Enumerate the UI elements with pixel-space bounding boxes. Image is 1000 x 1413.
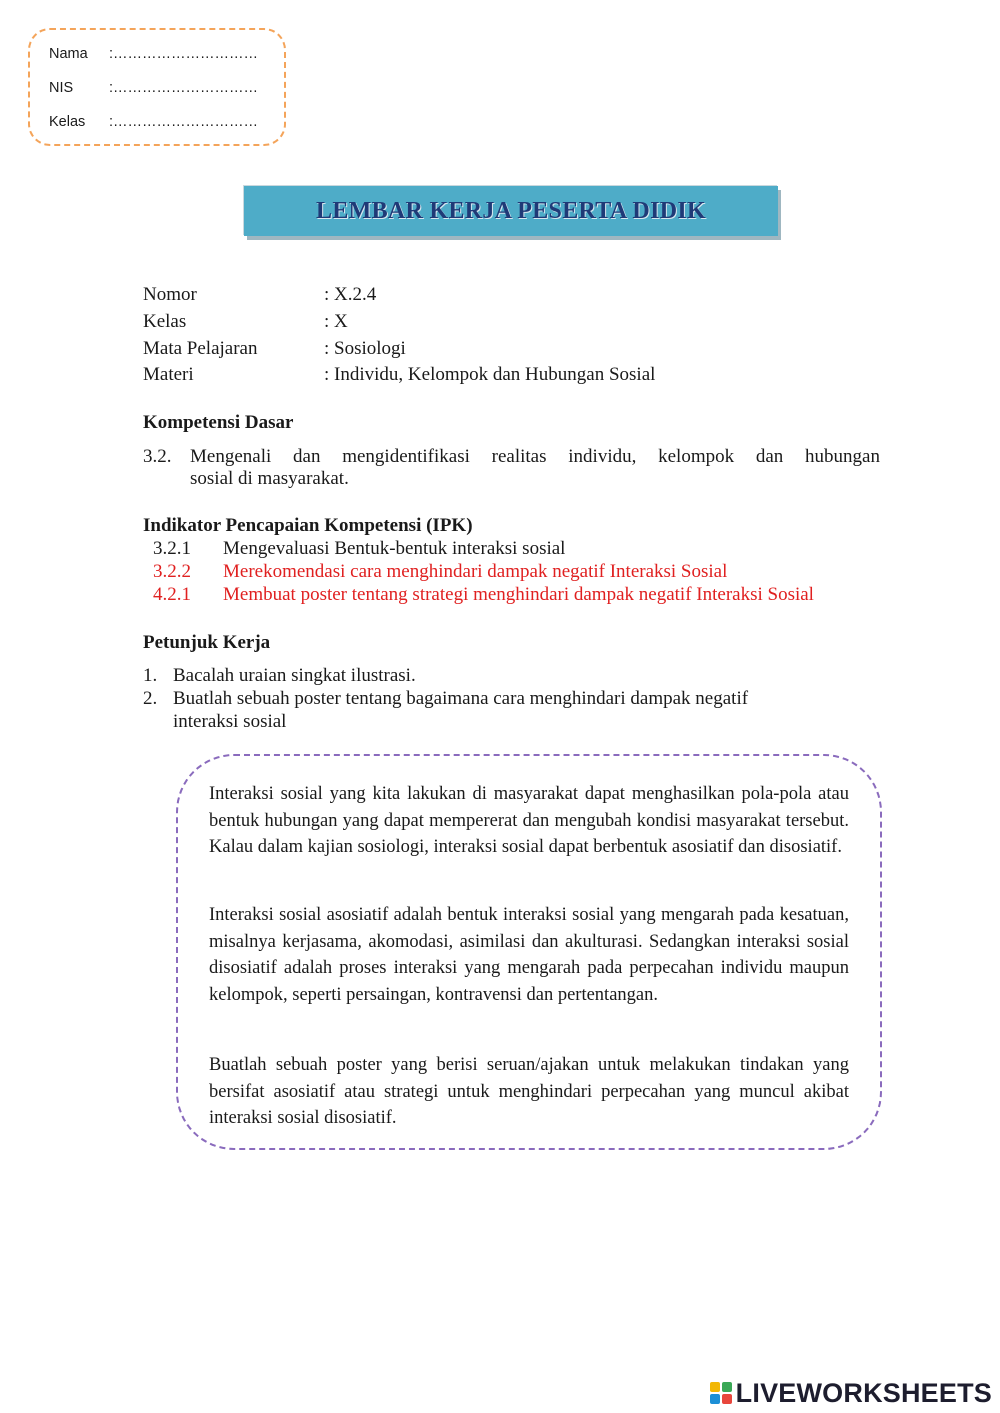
illustration-paragraph-2: Interaksi sosial asosiatif adalah bentuk interaksi sosial yang mengarah pada kesatuan, misalnya kerjasama, akomodasi, asimilasi dan akulturasi. Sedangkan interaksi sosial disosiatif adalah proses interaksi yang mengarah pada perpecahan individu maupun kelompok, seperti persaingan, kontravensi dan pertentangan.	[209, 905, 849, 1005]
liveworksheets-logo-icon	[710, 1382, 732, 1404]
name-label: Nama	[49, 46, 88, 62]
ipk-code: 3.2.2	[153, 561, 191, 582]
kd-text-line2: sosial di masyarakat.	[190, 468, 349, 489]
logo-square	[722, 1382, 732, 1392]
logo-square	[710, 1394, 720, 1404]
instructions-heading: Petunjuk Kerja	[143, 632, 271, 653]
student-identity-box	[28, 28, 286, 146]
illustration-paragraph-1: Interaksi sosial yang kita lakukan di masyarakat dapat menghasilkan pola-pola atau bentuk hubungan yang dapat mempererat dan mengubah kondisi masyarakat tersebut. Kalau dalam kajian sosiologi, interaksi sosial dapat berbentuk asosiatif dan disosiatif.	[209, 784, 849, 857]
title-banner	[244, 186, 778, 236]
illustration-paragraph-3: Buatlah sebuah poster yang berisi seruan/ajakan untuk melakukan tindakan yang bersifat asosiatif atau strategi untuk menghindari perpecahan yang muncul akibat interaksi sosial disosiatif.	[209, 1055, 849, 1128]
meta-label: Materi	[143, 364, 194, 385]
instruction-text: Bacalah uraian singkat ilustrasi.	[173, 665, 416, 686]
meta-value: : X.2.4	[324, 284, 377, 305]
ipk-code: 4.2.1	[153, 584, 191, 605]
liveworksheets-brand[interactable]	[710, 1376, 992, 1410]
name-field[interactable]: :…………………………	[109, 46, 259, 62]
nis-label: NIS	[49, 80, 74, 96]
meta-label: Kelas	[143, 311, 187, 332]
page-title: LEMBAR KERJA PESERTA DIDIK	[316, 197, 706, 224]
class-field[interactable]: :…………………………	[109, 114, 259, 130]
ipk-text: Merekomendasi cara menghindari dampak negatif Interaksi Sosial	[223, 561, 728, 582]
meta-label: Mata Pelajaran	[143, 338, 258, 359]
instruction-text: Buatlah sebuah poster tentang bagaimana cara menghindari dampak negatif	[173, 688, 749, 709]
nis-field[interactable]: :…………………………	[109, 80, 259, 96]
kd-heading: Kompetensi Dasar	[143, 412, 294, 433]
instruction-text-continued: interaksi sosial	[173, 711, 287, 732]
logo-square	[722, 1394, 732, 1404]
ipk-code: 3.2.1	[153, 538, 191, 559]
meta-value: : Individu, Kelompok dan Hubungan Sosial	[324, 364, 656, 385]
kd-text-line1: Mengenali dan mengidentifikasi realitas individu, kelompok dan hubungan	[190, 446, 880, 467]
instruction-number: 1.	[143, 665, 158, 686]
meta-value: : Sosiologi	[324, 338, 406, 359]
kd-number: 3.2.	[143, 446, 172, 467]
ipk-text: Membuat poster tentang strategi menghindari dampak negatif Interaksi Sosial	[223, 584, 814, 605]
brand-name: LIVEWORKSHEETS	[735, 1377, 992, 1408]
class-label: Kelas	[49, 114, 86, 130]
meta-value: : X	[324, 311, 348, 332]
instruction-number: 2.	[143, 688, 158, 709]
meta-label: Nomor	[143, 284, 197, 305]
ipk-heading: Indikator Pencapaian Kompetensi (IPK)	[143, 515, 473, 536]
ipk-text: Mengevaluasi Bentuk-bentuk interaksi sosial	[223, 538, 566, 559]
logo-square	[710, 1382, 720, 1392]
